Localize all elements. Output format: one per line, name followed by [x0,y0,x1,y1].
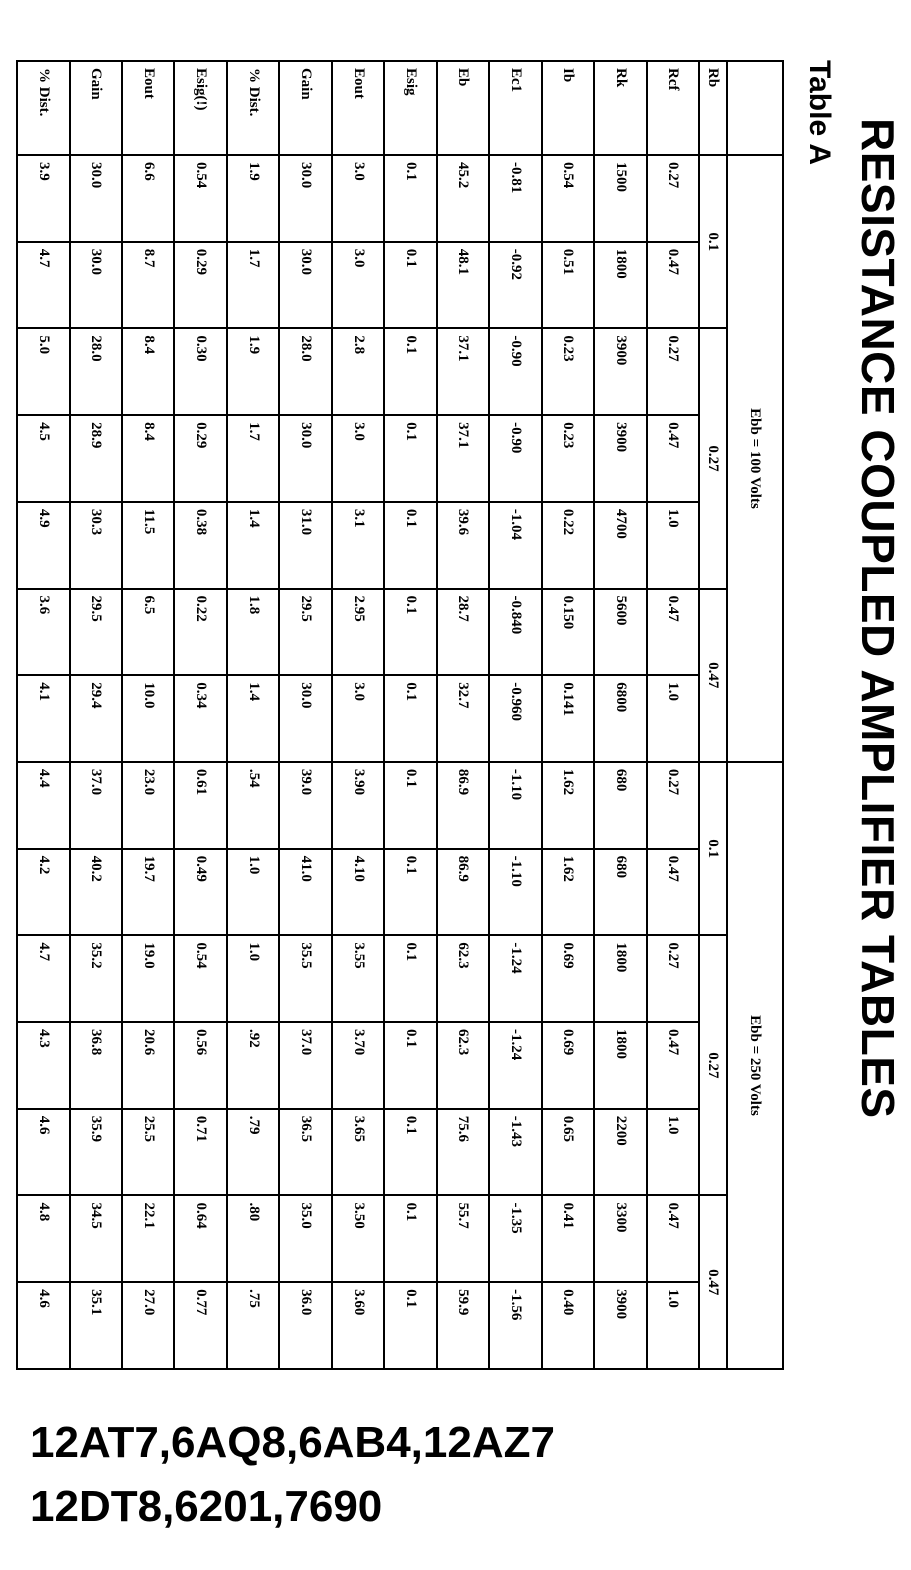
table-cell: 28.9 [70,415,122,502]
rb-group-header: 0.47 [699,589,727,762]
table-cell: 0.23 [542,415,594,502]
table-cell: 0.1 [384,502,436,589]
table-cell: 4.8 [17,1195,70,1282]
table-cell: 3.60 [332,1282,384,1369]
tube-list-line-1: 12AT7,6AQ8,6AB4,12AZ7 [30,1418,555,1467]
table-cell: 0.1 [384,328,436,415]
table-cell: 75.6 [437,1109,489,1196]
table-cell: 37.1 [437,328,489,415]
table-cell: 4.5 [17,415,70,502]
table-cell: 0.150 [542,589,594,676]
table-cell: 28.0 [279,328,331,415]
table-cell: 0.71 [174,1109,226,1196]
table-cell: 86.9 [437,762,489,849]
table-cell: 0.40 [542,1282,594,1369]
rb-group-header: 0.1 [699,762,727,935]
table-cell: -1.56 [489,1282,541,1369]
data-table-container [16,60,784,1370]
table-cell: 35.1 [70,1282,122,1369]
table-cell: 8.4 [122,415,174,502]
table-cell: 0.1 [384,675,436,762]
table-cell: 1.7 [227,242,279,329]
ebb-group-header: Ebb = 100 Volts [727,155,783,762]
table-cell: 30.0 [279,155,331,242]
ebb-group-header: Ebb = 250 Volts [727,762,783,1369]
table-cell: 35.2 [70,935,122,1022]
table-cell: 4.3 [17,1022,70,1109]
table-cell: -0.960 [489,675,541,762]
table-cell: 25.5 [122,1109,174,1196]
table-cell: 29.5 [70,589,122,676]
table-cell: 29.5 [279,589,331,676]
table-cell: 1.62 [542,849,594,936]
table-cell: 11.5 [122,502,174,589]
table-cell: 0.64 [174,1195,226,1282]
table-cell: 0.56 [174,1022,226,1109]
table-row [542,61,594,1369]
table-cell: 0.29 [174,415,226,502]
table-cell: 0.47 [647,415,699,502]
table-cell: 0.1 [384,849,436,936]
table-cell: 6.6 [122,155,174,242]
table-cell: 680 [594,849,646,936]
table-cell: 31.0 [279,502,331,589]
table-cell: 3.65 [332,1109,384,1196]
table-cell: 0.41 [542,1195,594,1282]
table-cell: 55.7 [437,1195,489,1282]
table-cell: 35.9 [70,1109,122,1196]
table-cell: 3.50 [332,1195,384,1282]
table-row [227,61,279,1369]
table-cell: 19.0 [122,935,174,1022]
table-cell: .75 [227,1282,279,1369]
rb-group-header: 0.27 [699,935,727,1195]
page-title: RESISTANCE COUPLED AMPLIFIER TABLES [852,118,904,1119]
table-cell: 4.1 [17,675,70,762]
row-label: Gain [279,61,331,155]
table-cell: 0.1 [384,415,436,502]
row-label: % Dist. [227,61,279,155]
table-cell: 0.30 [174,328,226,415]
table-subtitle: Table A [803,60,836,166]
row-label: Esig [384,61,436,155]
table-cell: 0.1 [384,589,436,676]
table-cell: 3.0 [332,242,384,329]
table-cell: 32.7 [437,675,489,762]
table-cell: 1.4 [227,502,279,589]
table-row [594,61,646,1369]
table-cell: 4700 [594,502,646,589]
table-cell: 4.2 [17,849,70,936]
table-cell: 1.0 [647,1109,699,1196]
table-cell: 0.47 [647,1195,699,1282]
table-cell: 3.0 [332,155,384,242]
table-cell: 23.0 [122,762,174,849]
table-cell: 3.1 [332,502,384,589]
table-cell: 3.70 [332,1022,384,1109]
table-cell: 0.22 [542,502,594,589]
table-cell: 30.0 [279,242,331,329]
table-cell: 0.1 [384,935,436,1022]
table-cell: 0.1 [384,1282,436,1369]
table-row [647,61,699,1369]
table-cell: 19.7 [122,849,174,936]
table-cell: 30.0 [279,675,331,762]
table-cell: 0.65 [542,1109,594,1196]
table-cell: 0.1 [384,762,436,849]
table-cell: -0.90 [489,328,541,415]
row-label: Ib [542,61,594,155]
row-label: Ec1 [489,61,541,155]
table-cell: 1.0 [647,502,699,589]
table-cell: .80 [227,1195,279,1282]
table-cell: 680 [594,762,646,849]
table-cell: 3.90 [332,762,384,849]
table-cell: 5.0 [17,328,70,415]
table-cell: 59.9 [437,1282,489,1369]
table-cell: 1.0 [647,675,699,762]
table-cell: 1800 [594,242,646,329]
table-row [122,61,174,1369]
ebb-header-row [727,61,783,1369]
table-cell: 37.1 [437,415,489,502]
table-cell: 3300 [594,1195,646,1282]
table-cell: 4.10 [332,849,384,936]
table-cell: 0.47 [647,1022,699,1109]
table-cell: 41.0 [279,849,331,936]
table-cell: 28.0 [70,328,122,415]
table-cell: 1.9 [227,328,279,415]
table-cell: 4.7 [17,242,70,329]
table-row [437,61,489,1369]
table-cell: 1800 [594,935,646,1022]
table-cell: 0.38 [174,502,226,589]
table-cell: 0.1 [384,242,436,329]
table-cell: 6.5 [122,589,174,676]
table-cell: 0.27 [647,762,699,849]
table-cell: 0.1 [384,1022,436,1109]
table-row [279,61,331,1369]
table-row [174,61,226,1369]
table-cell: 62.3 [437,1022,489,1109]
table-cell: 86.9 [437,849,489,936]
table-cell: 34.5 [70,1195,122,1282]
table-cell: 36.0 [279,1282,331,1369]
table-cell: -1.10 [489,849,541,936]
table-cell: 0.47 [647,849,699,936]
table-cell: 1.4 [227,675,279,762]
table-cell: 0.1 [384,1195,436,1282]
table-cell: 1800 [594,1022,646,1109]
table-cell: -0.92 [489,242,541,329]
table-cell: 4.6 [17,1282,70,1369]
row-label: Rb [699,61,727,155]
table-cell: 0.27 [647,935,699,1022]
rb-group-header: 0.27 [699,328,727,588]
table-cell: 1.0 [227,935,279,1022]
tube-list-line-2: 12DT8,6201,7690 [30,1482,383,1531]
table-row [332,61,384,1369]
table-cell: 27.0 [122,1282,174,1369]
table-cell: 0.54 [174,155,226,242]
table-cell: 35.0 [279,1195,331,1282]
table-cell: 0.1 [384,1109,436,1196]
table-cell: 37.0 [70,762,122,849]
table-cell: 10.0 [122,675,174,762]
amplifier-data-table [16,60,784,1370]
row-label: Rcf [647,61,699,155]
table-cell: 0.27 [647,328,699,415]
row-label: Gain [70,61,122,155]
table-cell: 5600 [594,589,646,676]
table-cell: 2200 [594,1109,646,1196]
table-cell: -1.35 [489,1195,541,1282]
table-cell: 0.22 [174,589,226,676]
corner-cell [727,61,783,155]
rb-header-row [699,61,727,1369]
table-cell: 0.49 [174,849,226,936]
table-cell: 0.29 [174,242,226,329]
table-cell: 30.0 [70,242,122,329]
row-label: Rk [594,61,646,155]
table-cell: -1.04 [489,502,541,589]
table-cell: 3.55 [332,935,384,1022]
table-cell: -1.24 [489,1022,541,1109]
table-cell: 1.9 [227,155,279,242]
table-cell: 0.47 [647,589,699,676]
table-cell: 4.4 [17,762,70,849]
table-row [17,61,70,1369]
table-cell: 1.62 [542,762,594,849]
row-label: Eout [122,61,174,155]
table-cell: 4.7 [17,935,70,1022]
table-cell: -1.10 [489,762,541,849]
table-cell: 0.27 [647,155,699,242]
table-cell: 36.5 [279,1109,331,1196]
table-cell: 0.23 [542,328,594,415]
table-cell: 8.4 [122,328,174,415]
table-cell: 1.0 [647,1282,699,1369]
table-cell: .79 [227,1109,279,1196]
table-cell: .54 [227,762,279,849]
table-cell: 3.0 [332,675,384,762]
table-cell: 29.4 [70,675,122,762]
rb-group-header: 0.1 [699,155,727,328]
table-cell: 0.69 [542,935,594,1022]
table-cell: 35.5 [279,935,331,1022]
table-cell: 0.54 [542,155,594,242]
table-cell: 0.77 [174,1282,226,1369]
table-cell: 28.7 [437,589,489,676]
table-cell: 0.47 [647,242,699,329]
table-row [489,61,541,1369]
table-row [384,61,436,1369]
row-label: Eb [437,61,489,155]
table-cell: 3900 [594,328,646,415]
table-cell: 8.7 [122,242,174,329]
table-cell: 6800 [594,675,646,762]
table-cell: -0.90 [489,415,541,502]
table-cell: 0.61 [174,762,226,849]
table-cell: 2.95 [332,589,384,676]
table-cell: 62.3 [437,935,489,1022]
table-cell: -1.24 [489,935,541,1022]
table-cell: 4.6 [17,1109,70,1196]
table-cell: 0.54 [174,935,226,1022]
table-cell: 39.6 [437,502,489,589]
table-cell: 0.34 [174,675,226,762]
table-cell: 3.9 [17,155,70,242]
table-cell: 1.7 [227,415,279,502]
table-cell: 45.2 [437,155,489,242]
row-label: Eout [332,61,384,155]
table-cell: 1500 [594,155,646,242]
table-cell: 30.0 [70,155,122,242]
table-cell: 1.0 [227,849,279,936]
table-cell: 30.3 [70,502,122,589]
table-cell: 30.0 [279,415,331,502]
table-cell: 20.6 [122,1022,174,1109]
table-cell: 4.9 [17,502,70,589]
table-cell: 48.1 [437,242,489,329]
table-cell: 1.8 [227,589,279,676]
table-cell: 3900 [594,415,646,502]
table-cell: 37.0 [279,1022,331,1109]
table-cell: 0.141 [542,675,594,762]
table-cell: 3.0 [332,415,384,502]
table-cell: -1.43 [489,1109,541,1196]
table-cell: 0.1 [384,155,436,242]
table-cell: 36.8 [70,1022,122,1109]
table-cell: 22.1 [122,1195,174,1282]
table-cell: 0.69 [542,1022,594,1109]
table-cell: .92 [227,1022,279,1109]
table-cell: -0.81 [489,155,541,242]
table-cell: -0.840 [489,589,541,676]
table-row [70,61,122,1369]
table-cell: 39.0 [279,762,331,849]
table-cell: 2.8 [332,328,384,415]
table-cell: 3.6 [17,589,70,676]
row-label: Esig(!) [174,61,226,155]
row-label: % Dist. [17,61,70,155]
table-cell: 0.51 [542,242,594,329]
table-cell: 3900 [594,1282,646,1369]
table-cell: 40.2 [70,849,122,936]
rb-group-header: 0.47 [699,1195,727,1369]
